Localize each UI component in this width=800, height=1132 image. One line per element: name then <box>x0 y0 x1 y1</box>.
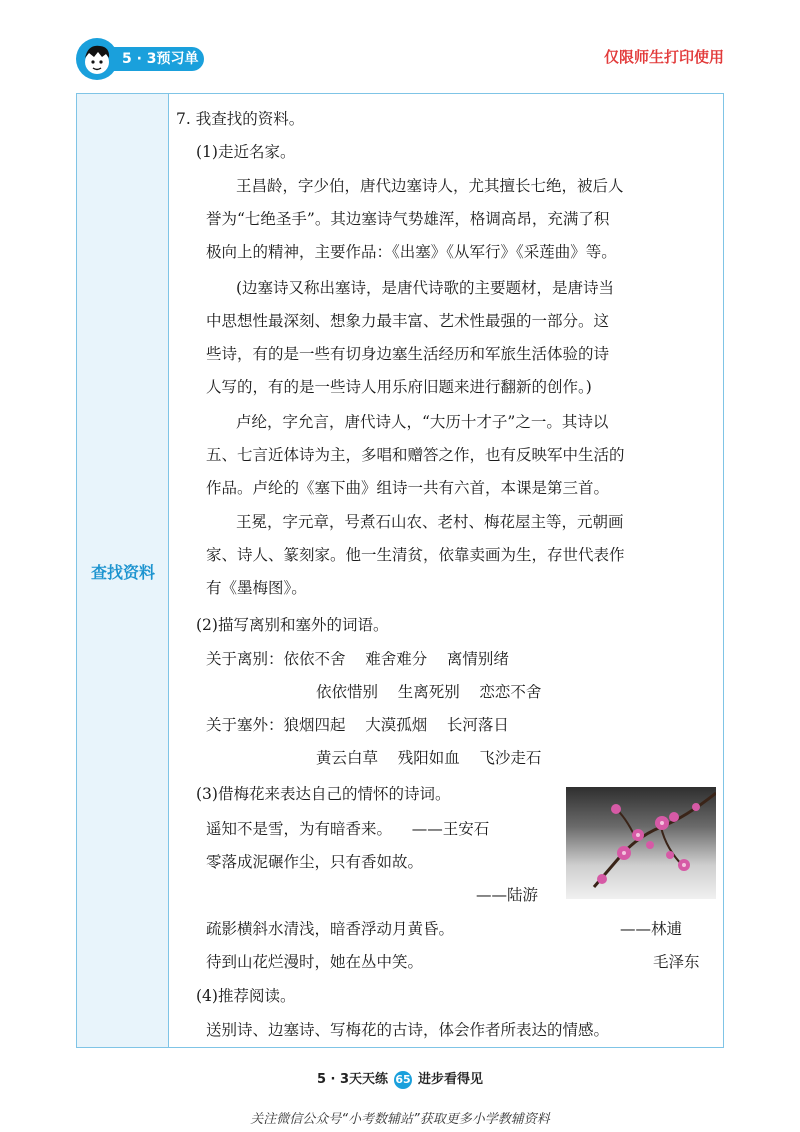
print-notice: 仅限师生打印使用 <box>603 48 724 66</box>
s4-heading: (4)推荐阅读。 <box>196 987 296 1005</box>
s1-line: 王冕，字元章，号煮石山农、老村、梅花屋主等，元朝画 <box>236 513 624 531</box>
s1-line: 五、七言近体诗为主，多唱和赠答之作，也有反映军中生活的 <box>206 446 625 464</box>
s1-line: 些诗，有的是一些有切身边塞生活经历和军旅生活体验的诗 <box>206 345 610 363</box>
s1-line: 有《墨梅图》。 <box>206 579 307 597</box>
s1-line: (边塞诗又称出塞诗，是唐代诗歌的主要题材，是唐诗当 <box>236 279 615 297</box>
s2-line: 关于塞外：狼烟四起 大漠孤烟 长河落日 <box>206 716 509 734</box>
series-badge: 5 · 3预习单 <box>100 47 204 71</box>
s1-line: 誉为“七绝圣手”。其边塞诗气势雄浑，格调高昂，充满了积 <box>206 210 610 228</box>
bottom-watermark: 关注微信公众号“小考数辅站”获取更多小学教辅资料 <box>250 1112 550 1127</box>
footer-left: 5 · 3天天练 <box>316 1072 389 1087</box>
s1-heading: (1)走近名家。 <box>196 143 296 161</box>
s1-line: 作品。卢纶的《塞下曲》组诗一共有六首，本课是第三首。 <box>206 479 610 497</box>
s2-line: 依依惜别 生离死别 恋恋不舍 <box>316 683 542 701</box>
s2-line: 关于离别：依依不舍 难舍难分 离情别绪 <box>206 650 509 668</box>
s4-line: 送别诗、边塞诗、写梅花的古诗，体会作者所表达的情感。 <box>206 1021 610 1039</box>
sidebar-label: 查找资料 <box>90 563 155 582</box>
s1-line: 王昌龄，字少伯，唐代边塞诗人，尤其擅长七绝，被后人 <box>236 177 624 195</box>
s1-line: 家、诗人、篆刻家。他一生清贫，依靠卖画为生，存世代表作 <box>206 546 625 564</box>
footer-right: 进步看得见 <box>418 1072 484 1087</box>
plum-blossom-image <box>566 787 716 899</box>
content-frame <box>76 93 724 1048</box>
s1-line: 卢纶，字允言，唐代诗人，“大历十才子”之一。其诗以 <box>236 413 609 431</box>
section-title: 7. 我查找的资料。 <box>176 110 305 128</box>
page-footer <box>0 1068 800 1089</box>
s1-line: 中思想性最深刻、想象力最丰富、艺术性最强的一部分。这 <box>206 312 610 330</box>
s2-line: 黄云白草 残阳如血 飞沙走石 <box>316 749 542 767</box>
s2-heading: (2)描写离别和塞外的词语。 <box>196 616 389 634</box>
s1-line: 极向上的精神，主要作品：《出塞》《从军行》《采莲曲》等。 <box>206 243 617 261</box>
s1-line: 人写的，有的是一些诗人用乐府旧题来进行翻新的创作。) <box>206 378 592 396</box>
poem-author: ——陆游 <box>476 886 539 904</box>
page-number: 65 <box>394 1071 412 1089</box>
poem-author: ——林逋 <box>620 920 683 938</box>
sidebar <box>77 94 169 1047</box>
poem-line: 遥知不是雪，为有暗香来。 ——王安石 <box>206 820 490 838</box>
poem-line: 待到山花烂漫时，她在丛中笑。 <box>206 953 424 971</box>
poem-line: 疏影横斜水清浅，暗香浮动月黄昏。 <box>206 920 455 938</box>
s3-heading: (3)借梅花来表达自己的情怀的诗词。 <box>196 785 451 803</box>
page-header <box>0 0 800 80</box>
mascot-icon <box>76 38 118 80</box>
poem-line: 零落成泥碾作尘，只有香如故。 <box>206 853 424 871</box>
poem-author: 毛泽东 <box>653 953 700 971</box>
